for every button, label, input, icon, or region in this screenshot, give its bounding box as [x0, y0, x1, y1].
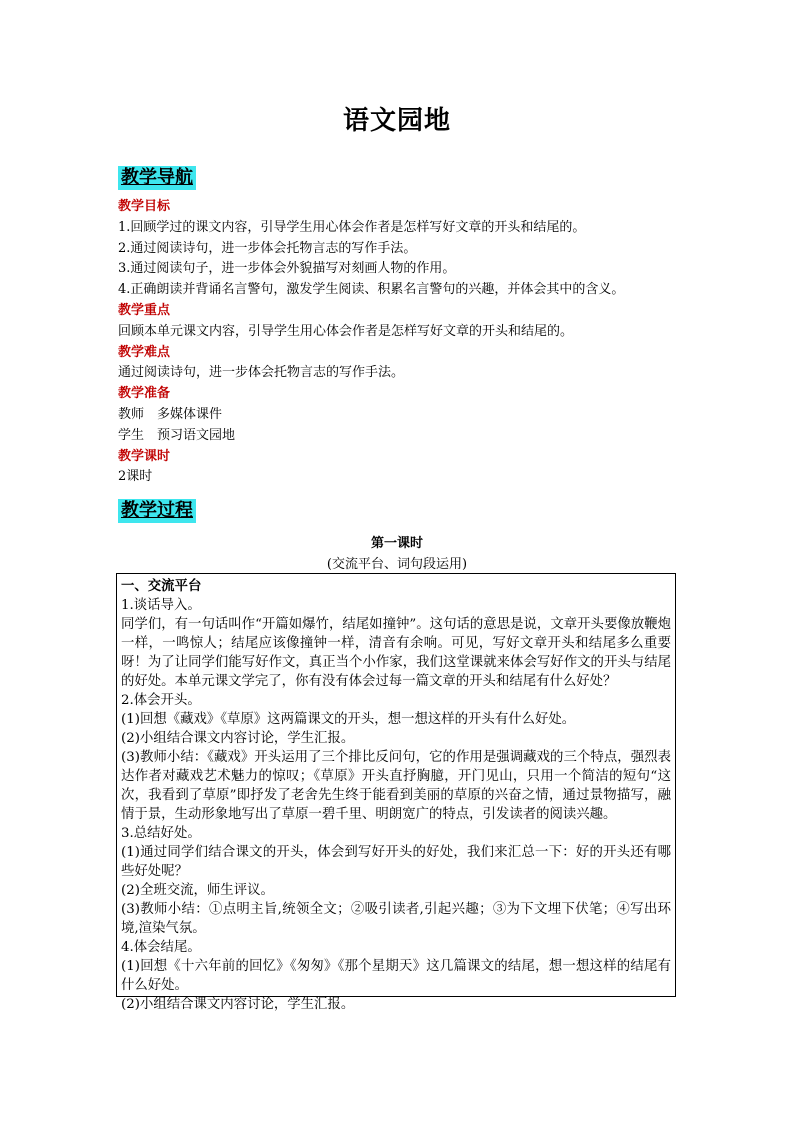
box-paragraph: 同学们，有一句话叫作“开篇如爆竹，结尾如撞钟”。这句话的意思是说，文章开头要像放鞭炮一样，一鸣惊人；结尾应该像撞钟一样，清音有余响。可见，写好文章开头和结尾多么重要呀！为了让同学们能写好作文，真正当个小作家，我们这堂课就来体会写好作文的开头与结尾的好处。本单元课文学完了，你有没有体会过每一篇文章的开头和结尾有什么好处？	[121, 617, 671, 689]
body-text-line: 3.通过阅读句子，进一步体会外貌描写对刻画人物的作用。	[118, 261, 456, 277]
box-paragraph: 4.体会结尾。	[121, 940, 201, 955]
section-heading: 教学难点	[118, 344, 171, 360]
body-text-line: 教师 多媒体课件	[118, 406, 223, 422]
box-paragraph: 1.谈话导入。	[121, 598, 201, 613]
box-paragraph: (1)回想《藏戏》《草原》这两篇课文的开头，想一想这样的开头有什么好处。	[121, 712, 576, 727]
teaching-guide-section	[118, 197, 688, 488]
box-paragraph: (3)教师小结：①点明主旨,统领全文；②吸引读者,引起兴趣；③为下文埋下伏笔；④写出环境,渲染气氛。	[121, 902, 671, 936]
body-text-line: 2课时	[118, 469, 153, 485]
section-heading: 教学重点	[118, 302, 171, 318]
section-heading: 教学目标	[118, 199, 171, 214]
box-heading: 一、交流平台	[121, 578, 202, 594]
box-paragraph: (2)小组结合课文内容讨论，学生汇报。	[121, 731, 355, 746]
box-paragraph: (2)全班交流，师生评议。	[121, 883, 274, 898]
box-paragraph: (3)教师小结：《藏戏》开头运用了三个排比反问句，它的作用是强调藏戏的三个特点，强烈表达作者对藏戏艺术魅力的惊叹；《草原》开头直抒胸臆，开门见山，只用一个简洁的短句“这次，我看到了草原”即抒发了老舍先生终于能看到美丽的草原的兴奋之情，通过景物描写，融情于景，生动形象地写出了草原一碧千里、明朗宽广的特点，引发读者的阅读兴趣。	[121, 750, 671, 822]
body-text-line: 学生 预习语文园地	[118, 427, 236, 443]
lesson-title: 第一课时	[370, 536, 423, 551]
lesson-content-box	[116, 573, 676, 1012]
section-heading: 教学准备	[118, 386, 171, 402]
section-badge-teaching-nav: 教学导航	[118, 166, 196, 190]
box-paragraph: (1)回想《十六年前的回忆》《匆匆》《那个星期天》这几篇课文的结尾，想一想这样的结尾有什么好处。	[121, 959, 671, 993]
box-paragraph: (1)通过同学们结合课文的开头，体会到写好开头的好处，我们来汇总一下：好的开头还有哪些好处呢？	[121, 845, 671, 879]
body-text-line: 2.通过阅读诗句，进一步体会托物言志的写作手法。	[118, 240, 417, 256]
section-badge-teaching-process: 教学过程	[118, 499, 196, 523]
page-title: 语文园地	[342, 106, 451, 136]
body-text-line: 通过阅读诗句，进一步体会托物言志的写作手法。	[118, 365, 405, 381]
body-text-line: 1.回顾学过的课文内容，引导学生用心体会作者是怎样写好文章的开头和结尾的。	[118, 219, 586, 235]
lesson-subtitle: (交流平台、词句段运用)	[326, 557, 468, 572]
box-paragraph: 3.总结好处。	[121, 826, 201, 841]
section-heading: 教学课时	[118, 448, 171, 464]
body-text-line: 4.正确朗读并背诵名言警句，激发学生阅读、积累名言警句的兴趣，并体会其中的含义。	[118, 282, 625, 298]
body-text-line: 回顾本单元课文内容，引导学生用心体会作者是怎样写好文章的开头和结尾的。	[118, 323, 574, 339]
box-paragraph: 2.体会开头。	[121, 693, 201, 708]
box-paragraph: (2)小组结合课文内容讨论，学生汇报。	[121, 997, 355, 1012]
